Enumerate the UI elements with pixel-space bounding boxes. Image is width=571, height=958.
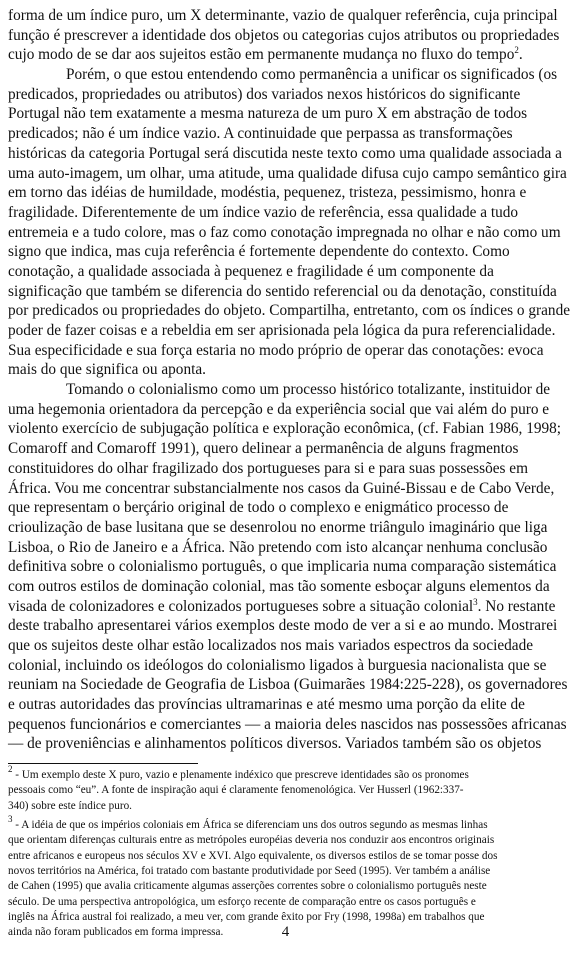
body-line-text: . No restante (477, 597, 556, 615)
body-line-text: . (518, 46, 523, 64)
paragraph-3 (8, 380, 571, 754)
body-line (8, 45, 571, 65)
body-line: entremeia e a tudo colore, mas o faz como conotação impregnada no olhar e não como um (8, 223, 561, 241)
body-line: pequenos funcionários e comerciantes — a maioria deles nascidos nas possessões africanas (8, 715, 567, 733)
body-line: e outras autoridades das províncias ultramarinas e até mesmo uma porção da elite de (8, 696, 525, 714)
body-line: em torno das idéias de humildade, modéstia, pequenez, tristeza, pessimismo, honra e (8, 184, 527, 202)
body-line-text: visada de colonizadores e colonizados portugueses sobre a situação colonial (8, 597, 474, 615)
footnote-line: 340) sobre este índice puro. (8, 799, 132, 812)
body-line: conotação, a qualidade associada à pequenez e fragilidade é um componente da (8, 262, 494, 280)
body-line: uma hegemonia orientadora da percepção e da experiência social que vai além do puro e (8, 400, 550, 418)
footnote-divider (8, 763, 198, 764)
body-line: com outros estilos de dominação colonial, mas tão somente esboçar alguns elementos da (8, 577, 550, 595)
body-line: Porém, o que estou entendendo como permanência a unificar os significados (os (66, 66, 558, 84)
footnote-line: ainda não foram publicados em forma impressa. (8, 926, 224, 939)
body-line: por predicados ou propriedades do objeto. Compartilha, entretanto, com os índices o grande (8, 302, 571, 320)
body-line: predicados; não é um índice vazio. A continuidade que perpassa as transformações (8, 125, 513, 143)
body-line: poder de fazer coisas e a rebeldia em ser aprisionada pela lógica da pura referencialidade. (8, 322, 556, 339)
body-line: colonial, incluindo os ideólogos do colonialismo ligados à burguesia nacionalista que se (8, 656, 547, 674)
footnote-line: novos territórios na América, foi tratado com bastante produtividade por Seed (1995). Ver também a análise (8, 864, 491, 877)
body-line: definitiva sobre o colonialismo português, o que implicaria numa comparação sistemática (8, 558, 557, 576)
footnote-line: inglês na África austral foi realizado, a meu ver, com grande êxito por Fry (1998, 1998a) em trabalhos que (8, 910, 485, 923)
body-line: Tomando o colonialismo como um processo histórico totalizante, instituidor de (66, 381, 551, 399)
body-line: mais do que significa ou aponta. (8, 361, 206, 379)
body-line: constituidores do olhar fragilizado dos portugueses para si e para suas possessões em (8, 459, 528, 477)
footnote-line: pessoais como “eu”. A fonte de inspiração aqui é claramente fenomenológica. Ver Husserl (1962:337- (8, 784, 464, 797)
footnote-number: 3 (8, 814, 13, 825)
body-line: forma de um índice puro, um X determinante, vazio de qualquer referência, cuja principal (8, 7, 558, 24)
footnote-line: que orientam diferenças culturais entre as metrópoles européias deveria nos conduzir aos encontros originais (8, 834, 495, 847)
footnote-line: de Cahen (1995) que avalia criticamente algumas asserções correntes sobre o colonialismo português neste (8, 880, 487, 893)
body-line: — de proveniências e alinhamentos políticos diversos. Variados também são os objetos (8, 735, 542, 753)
footnote-line-text: - A idéia de que os impérios coloniais em África se diferenciam uns dos outros segundo as mesmas linhas (12, 819, 488, 832)
page-number: 4 (281, 924, 290, 940)
body-line: função é prescrever a identidade dos objetos ou categorias cujos atributos ou propriedades (8, 26, 560, 44)
body-line: Lisboa, o Rio de Janeiro e a África. Não pretendo com isto alcançar nenhuma conclusão (8, 538, 548, 556)
footnote-number: 2 (8, 764, 13, 775)
body-line: signo que indica, mas cuja referência é fortemente dependente do contexto. Como (8, 243, 510, 261)
body-line: que os sujeitos deste olhar estão localizados nos mais variados espectros da sociedade (8, 637, 534, 654)
body-line: Comaroff and Comaroff 1991), quero delinear a permanência de alguns fragmentos (8, 440, 519, 458)
body-line (8, 597, 571, 617)
body-line: violento exercício de subjugação política e exploração econômica, (cf. Fabian 1986, 1998; (8, 420, 562, 438)
footnote-3 (8, 814, 571, 940)
document-page (8, 6, 571, 940)
footnote-line (8, 814, 571, 833)
body-line: crioulização de base lusitana que se desenrolou no enorme triângulo imaginário que liga (8, 518, 548, 536)
footnote-line: século. De uma perspectiva antropológica, um esforço recente de comparação entre os casos português e (8, 895, 476, 908)
paragraph-2 (8, 65, 571, 380)
body-line: reuniam na Sociedade de Geografia de Lisboa (Guimarães 1984:225-228), os governadores (8, 676, 568, 694)
body-line: predicados, propriedades ou atributos) dos variados nexos históricos do significante (8, 85, 521, 103)
footnote-line: entre africanos e europeus nos séculos XV e XVI. Algo equivalente, os diversos estilos de se tomar posse dos (8, 849, 498, 862)
body-line: significação que também se diferencia do sentido referencial ou da denotação, constituída (8, 282, 557, 300)
footnote-line (8, 764, 571, 783)
footnote-ref-2[interactable]: 2 (514, 45, 519, 56)
body-line: fragilidade. Diferentemente de um índice vazio de referência, essa qualidade a tudo (8, 203, 519, 221)
body-line-text: cujo modo de se dar aos sujeitos estão em permanente mudança no fluxo do tempo (8, 46, 515, 64)
footnote-ref-3[interactable]: 3 (473, 596, 478, 607)
footnote-line-text: - Um exemplo deste X puro, vazio e plenamente indéxico que prescreve identidades são os pronomes (12, 769, 469, 782)
body-line: África. Vou me concentrar substancialmente nos casos da Guiné-Bissau e de Cabo Verde, (8, 479, 555, 497)
body-line: Portugal não tem exatamente a mesma natureza de um puro X em abstração de todos (8, 105, 528, 123)
footnote-2 (8, 764, 571, 814)
paragraph-1 (8, 6, 571, 65)
body-line: históricas da categoria Portugal será discutida neste texto como uma qualidade associada a (8, 144, 562, 162)
body-line: Sua especificidade e sua força estaria no modo próprio de operar das conotações: evoca (8, 341, 544, 359)
body-line: uma auto-imagem, um olhar, uma atitude, uma qualidade difusa cujo campo semântico gira (8, 164, 567, 182)
body-line: que representam o berçário original de todo o complexo e enigmático processo de (8, 499, 509, 517)
body-line: deste trabalho apresentarei vários exemplos deste modo de ver a si e ao mundo. Mostrarei (8, 617, 558, 635)
